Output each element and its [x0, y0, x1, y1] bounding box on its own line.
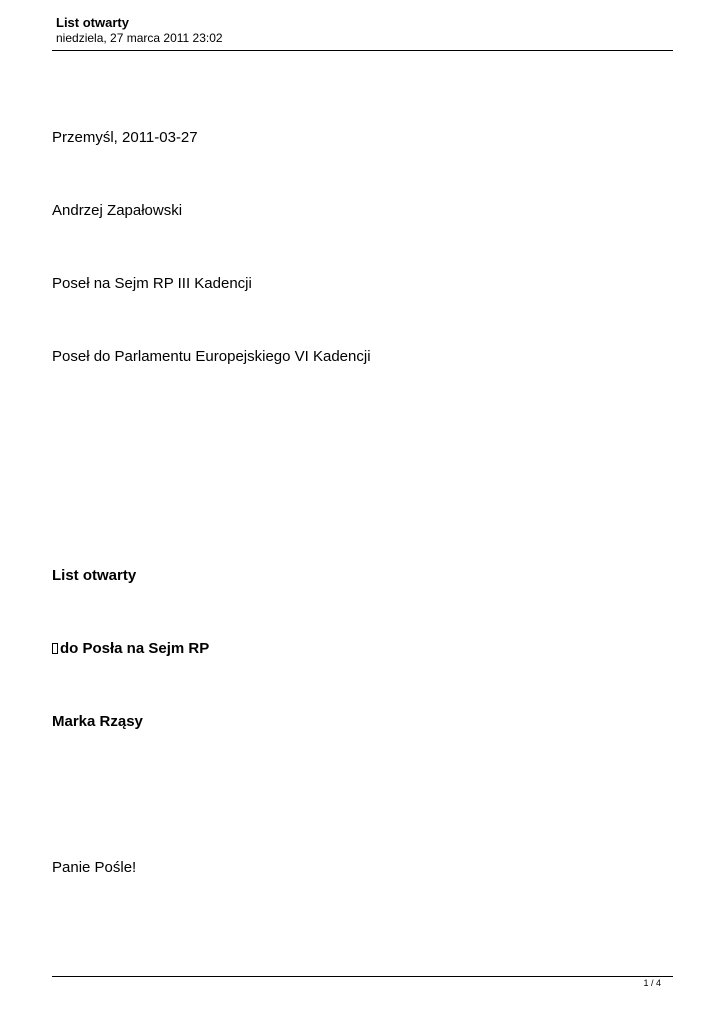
salutation: Panie Pośle!: [52, 859, 137, 876]
recipient-name: Marka Rząsy: [52, 713, 143, 730]
missing-glyph-icon: [52, 643, 58, 654]
author-role-parliament: Poseł do Parlamentu Europejskiego VI Kadencji: [52, 348, 371, 365]
place-date: Przemyśl, 2011-03-27: [52, 129, 198, 146]
page-number: 1 / 4: [643, 978, 661, 988]
recipient-line-text: do Posła na Sejm RP: [60, 640, 210, 657]
document-date: niedziela, 27 marca 2011 23:02: [56, 31, 223, 45]
recipient-line: [52, 640, 209, 658]
author-name: Andrzej Zapałowski: [52, 202, 183, 219]
footer-divider: [52, 976, 673, 977]
header-divider: [52, 50, 673, 51]
document-title: List otwarty: [56, 15, 129, 30]
letter-title: List otwarty: [52, 567, 137, 584]
author-role-sejm: Poseł na Sejm RP III Kadencji: [52, 275, 252, 292]
